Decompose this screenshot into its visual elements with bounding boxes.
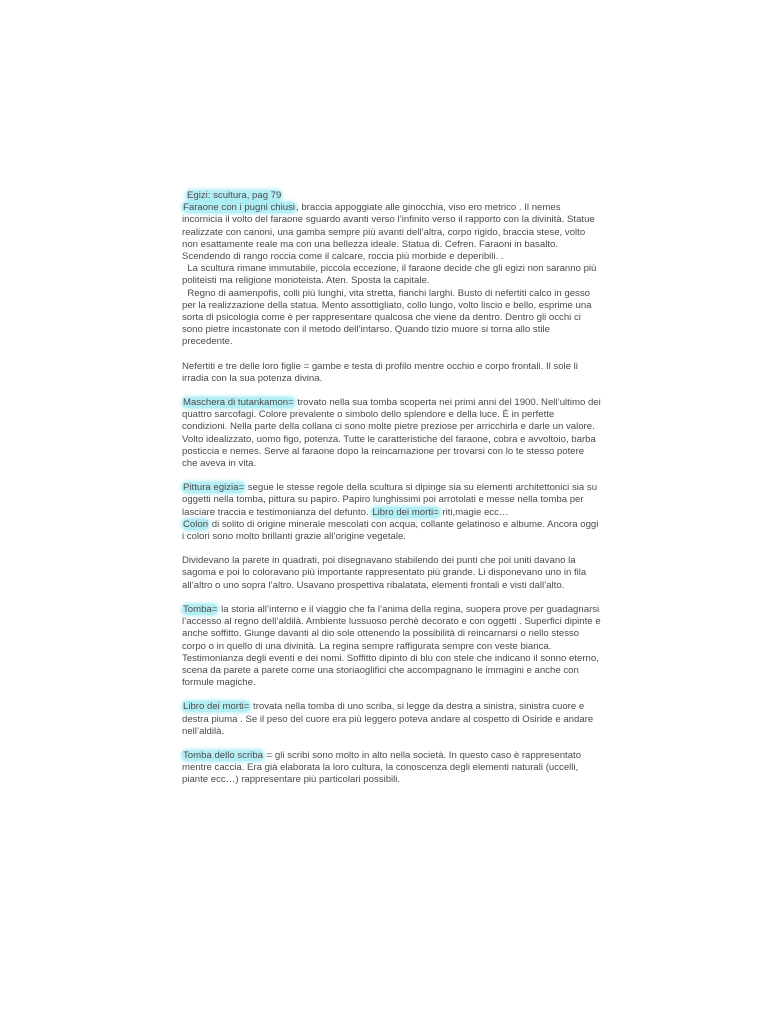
paragraph-scriba — [182, 750, 602, 787]
paragraph-parete: Dividevano la parete in quadrati, poi disegnavano stabilendo dei punti che poi uniti davano la sagoma e poi lo coloravano più importante rappresentato più grande. Li disponevano uno in fila all’altro o uno sopra l’altro. Usavano prospettiva ribalatata, elementi frontali e visti dall’alto. — [182, 555, 587, 591]
section-title: Egizi: scultura, pag 79 — [187, 190, 282, 201]
paragraph-tomba — [182, 604, 602, 689]
paragraph-maschera — [182, 397, 602, 470]
paragraph-pittura — [182, 482, 602, 543]
text-scultura-immutabile: La scultura rimane immutabile, piccola eccezione, il faraone decide che gli egizi non saranno più politeisti ma religione monoteista. Aten. Sposta la capitale. — [182, 263, 597, 287]
highlight-tomba: Tomba= — [183, 603, 218, 615]
highlight-libro-morti-2: Libro dei morti= — [183, 701, 250, 713]
text-maschera: trovato nella sua tomba scoperta nei primi anni del 1900. Nell’ultimo dei quattro sarcofagi. Colore prevalente o simbolo dello splendore e della luce. È in perfette condizioni. Nella parte della collana ci sono molte pietre preziose per arricchirla e darle un valore. Volto idealizzato, uomo figo, potenza. Tutte le caratteristiche del faraone, cobra e avvoltoio, barba posticcia e nemes. Serve al faraone dopo la reincarnazione per trovarsi con lo te stesso potere che aveva in vita. — [182, 397, 601, 470]
text-libro-morti: trovata nella tomba di uno scriba, si legge da destra a sinistra, sinistra cuore e destra piuma . Se il peso del cuore era più leggero poteva andare al cospetto di Osiride e andare nell’aldilà. — [182, 701, 594, 737]
paragraph-nefertiti: Nefertiti e tre delle loro figlie = gambe e testa di profilo mentre occhio e corpo frontali. Il sole li irradia con la sua potenza divina. — [182, 360, 578, 384]
highlight-scriba: Tomba dello scriba — [183, 749, 263, 761]
text-tomba: la storia all’interno e il viaggio che fa l’anima della regina, suopera prove per guadagnarsi l’accesso al regno dell’aldilà. Ambiente lussuoso perchè decorato e con oggetti . Superfici dipinte e anche soffitto. Giunge davanti al dio sole ottenendo la possibilità di reincarnarsi o nello stesso corpo o in quello di una divinità. La regina sempre raffigurata sempre con veste bianca. Testimonianza degli eventi e dei nomi. Soffitto dipinto di blu con stele che indicano il sonno eterno, scena da parete a parete come una storiaoglifici che accompagnano le immagini e anche con formule magiche. — [182, 603, 601, 689]
paragraph-scultura — [182, 190, 602, 349]
text-faraone: , braccia appoggiate alle ginocchia, viso ero metrico . Il nemes incornicia il volto del faraone sguardo avanti verso l’infinito verso il rapporto con la divinità. Statue realizzate con canoni, una gamba sempre più avanti dell’altra, corpo rigido, braccia stese, volto non esattamente reale ma con una bellezza ideale. Statua di. Cefren. Faraoni in basalto. — [182, 202, 595, 250]
highlight-colori: Colori — [183, 518, 209, 530]
text-regno: Regno di aamenpofis, colli più lunghi, vita stretta, fianchi larghi. Busto di nefertiti calco in gesso per la realizzazione della statua. Mento assottigliato, collo lungo, volto liscio e bello, esprime una sorta di psicologia come è per rappresentare qualcosa che viene da dentro. Dentro gli occhi ci sono pietre incastonate con il metodo dell’intarso. Quando tizio muore si torna allo stile precedente. — [182, 287, 592, 348]
text-rango: Scendendo di rango roccia come il calcare, roccia più morbide e deperibili. . — [182, 251, 504, 263]
highlight-pittura: Pittura egizia= — [183, 482, 245, 494]
notes-body — [182, 190, 602, 787]
highlight-faraone: Faraone con i pugni chiusi — [183, 202, 295, 214]
paragraph-libro-morti — [182, 701, 602, 738]
text-colori: di solito di origine minerale mescolati con acqua, collante gelatinoso e albume. Ancora oggi i colori sono molto brillanti grazie all’origine vegetale. — [182, 518, 599, 543]
text-riti: riti,magie ecc… — [439, 506, 509, 518]
highlight-maschera: Maschera di tutankamon= — [183, 397, 294, 409]
text-scriba: = gli scribi sono molto in alto nella società. In questo caso è rappresentato mentre caccia. Era già elaborata la loro cultura, la conoscenza degli elementi naturali (uccelli, piante ecc…) rappresentare più particolari possibili. — [182, 749, 582, 786]
highlight-libro-morti: Libro dei morti= — [372, 506, 439, 518]
text-pittura: segue le stesse regole della scultura si dipinge sia su elementi architettonici sia su oggetti nella tomba, pittura su papiro. Papiro lunghissimi poi arrotolati e messe nella tomba per lasciare traccia e testimonianza del defunto. — [182, 482, 598, 518]
